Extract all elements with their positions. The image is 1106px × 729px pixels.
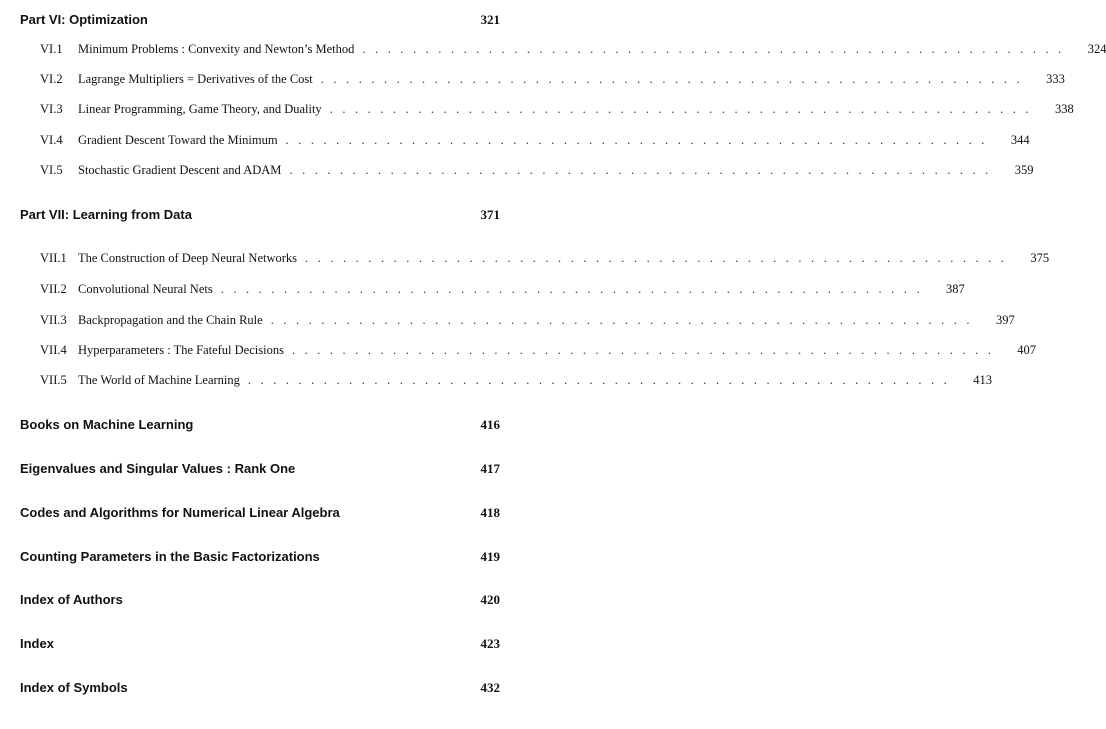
dot-leader: . . . . . . . . . . . . . . . . . . . . . . . . . . . . . . . . . . . . . . . . . . . . . . . . . . . . . . . . — [285, 133, 988, 147]
toc-entry[interactable] — [40, 72, 1065, 87]
page-number: 387 — [946, 282, 965, 296]
entry-title: Index of Authors — [20, 592, 123, 607]
back-matter-entry[interactable] — [20, 505, 500, 521]
section-number: VI.2 — [40, 72, 63, 86]
back-matter-entry[interactable] — [20, 592, 500, 608]
toc-entry[interactable] — [40, 313, 1015, 328]
section-title: The Construction of Deep Neural Networks — [78, 251, 298, 265]
entry-title: Eigenvalues and Singular Values : Rank One — [20, 461, 296, 476]
entry-title: Books on Machine Learning — [20, 417, 194, 432]
part-heading[interactable] — [20, 12, 500, 28]
page-number: 423 — [480, 636, 500, 651]
toc-entry[interactable] — [40, 343, 1037, 358]
section-number: VII.1 — [40, 251, 67, 265]
back-matter-entry[interactable] — [20, 636, 500, 652]
entry-title: Counting Parameters in the Basic Factorizations — [20, 549, 320, 564]
toc-entry[interactable] — [40, 373, 992, 388]
page-number: 375 — [1030, 251, 1050, 265]
dot-leader: . . . . . . . . . . . . . . . . . . . . . . . . . . . . . . . . . . . . . . . . . . . . . . . . . . . . . . . . — [329, 102, 1032, 116]
page-number: 371 — [480, 207, 500, 222]
section-title: Stochastic Gradient Descent and ADAM — [78, 163, 282, 177]
section-number: VI.1 — [40, 42, 63, 56]
page-number: 420 — [480, 592, 500, 607]
back-matter-entry[interactable] — [20, 549, 500, 565]
page-number: 359 — [1014, 163, 1034, 177]
page-number: 407 — [1017, 343, 1037, 357]
dot-leader: . . . . . . . . . . . . . . . . . . . . . . . . . . . . . . . . . . . . . . . . . . . . . . . . . . . . . . . . — [305, 251, 1008, 265]
page-number: 418 — [480, 505, 500, 520]
back-matter-entry[interactable] — [20, 417, 500, 433]
section-title: Backpropagation and the Chain Rule — [78, 313, 263, 327]
toc-entry[interactable] — [40, 251, 1050, 266]
section-title: Linear Programming, Game Theory, and Duality — [78, 102, 322, 116]
part-heading[interactable] — [20, 207, 500, 223]
dot-leader: . . . . . . . . . . . . . . . . . . . . . . . . . . . . . . . . . . . . . . . . . . . . . . . . . . . . . . . . — [320, 72, 1023, 86]
dot-leader: . . . . . . . . . . . . . . . . . . . . . . . . . . . . . . . . . . . . . . . . . . . . . . . . . . . . . . . . — [291, 343, 995, 357]
section-title: Convolutional Neural Nets — [78, 282, 213, 296]
page-number: 417 — [480, 461, 500, 476]
page-number: 432 — [480, 680, 500, 695]
page-number: 344 — [1010, 133, 1030, 147]
page-number: 416 — [480, 417, 500, 432]
section-title: Minimum Problems : Convexity and Newton’s Method — [78, 42, 355, 56]
back-matter-entry[interactable] — [20, 680, 500, 696]
section-title: Lagrange Multipliers = Derivatives of the Cost — [78, 72, 313, 86]
page-number: 321 — [480, 12, 500, 27]
page-number: 324 — [1087, 42, 1106, 56]
toc-entry[interactable] — [40, 163, 1034, 178]
page-number: 338 — [1055, 102, 1074, 116]
page-number: 413 — [973, 373, 992, 387]
dot-leader: . . . . . . . . . . . . . . . . . . . . . . . . . . . . . . . . . . . . . . . . . . . . . . . . . . . . . . . . — [362, 42, 1065, 56]
page-number: 397 — [996, 313, 1015, 327]
section-title: Hyperparameters : The Fateful Decisions — [78, 343, 284, 357]
part-title: Part VI: Optimization — [20, 12, 148, 27]
section-number: VI.4 — [40, 133, 63, 147]
page-number: 419 — [480, 549, 500, 564]
section-number: VI.5 — [40, 163, 63, 177]
toc-entry[interactable] — [40, 282, 965, 297]
entry-title: Index of Symbols — [20, 680, 128, 695]
section-number: VI.3 — [40, 102, 63, 116]
toc-entry[interactable] — [40, 102, 1074, 117]
part-title: Part VII: Learning from Data — [20, 207, 192, 222]
section-title: Gradient Descent Toward the Minimum — [78, 133, 278, 147]
page-number: 333 — [1046, 72, 1065, 86]
toc-entry[interactable] — [40, 133, 1030, 148]
dot-leader: . . . . . . . . . . . . . . . . . . . . . . . . . . . . . . . . . . . . . . . . . . . . . . . . . . . . . . . . — [220, 282, 923, 296]
section-number: VII.5 — [40, 373, 67, 387]
section-number: VII.3 — [40, 313, 67, 327]
toc-entry[interactable] — [40, 42, 1106, 57]
section-title: The World of Machine Learning — [78, 373, 240, 387]
dot-leader: . . . . . . . . . . . . . . . . . . . . . . . . . . . . . . . . . . . . . . . . . . . . . . . . . . . . . . . . — [270, 313, 973, 327]
entry-title: Codes and Algorithms for Numerical Linear Algebra — [20, 505, 340, 520]
dot-leader: . . . . . . . . . . . . . . . . . . . . . . . . . . . . . . . . . . . . . . . . . . . . . . . . . . . . . . . . — [247, 373, 950, 387]
section-number: VII.4 — [40, 343, 67, 357]
entry-title: Index — [20, 636, 54, 651]
section-number: VII.2 — [40, 282, 67, 296]
back-matter-entry[interactable] — [20, 461, 500, 477]
dot-leader: . . . . . . . . . . . . . . . . . . . . . . . . . . . . . . . . . . . . . . . . . . . . . . . . . . . . . . . . — [289, 163, 992, 177]
